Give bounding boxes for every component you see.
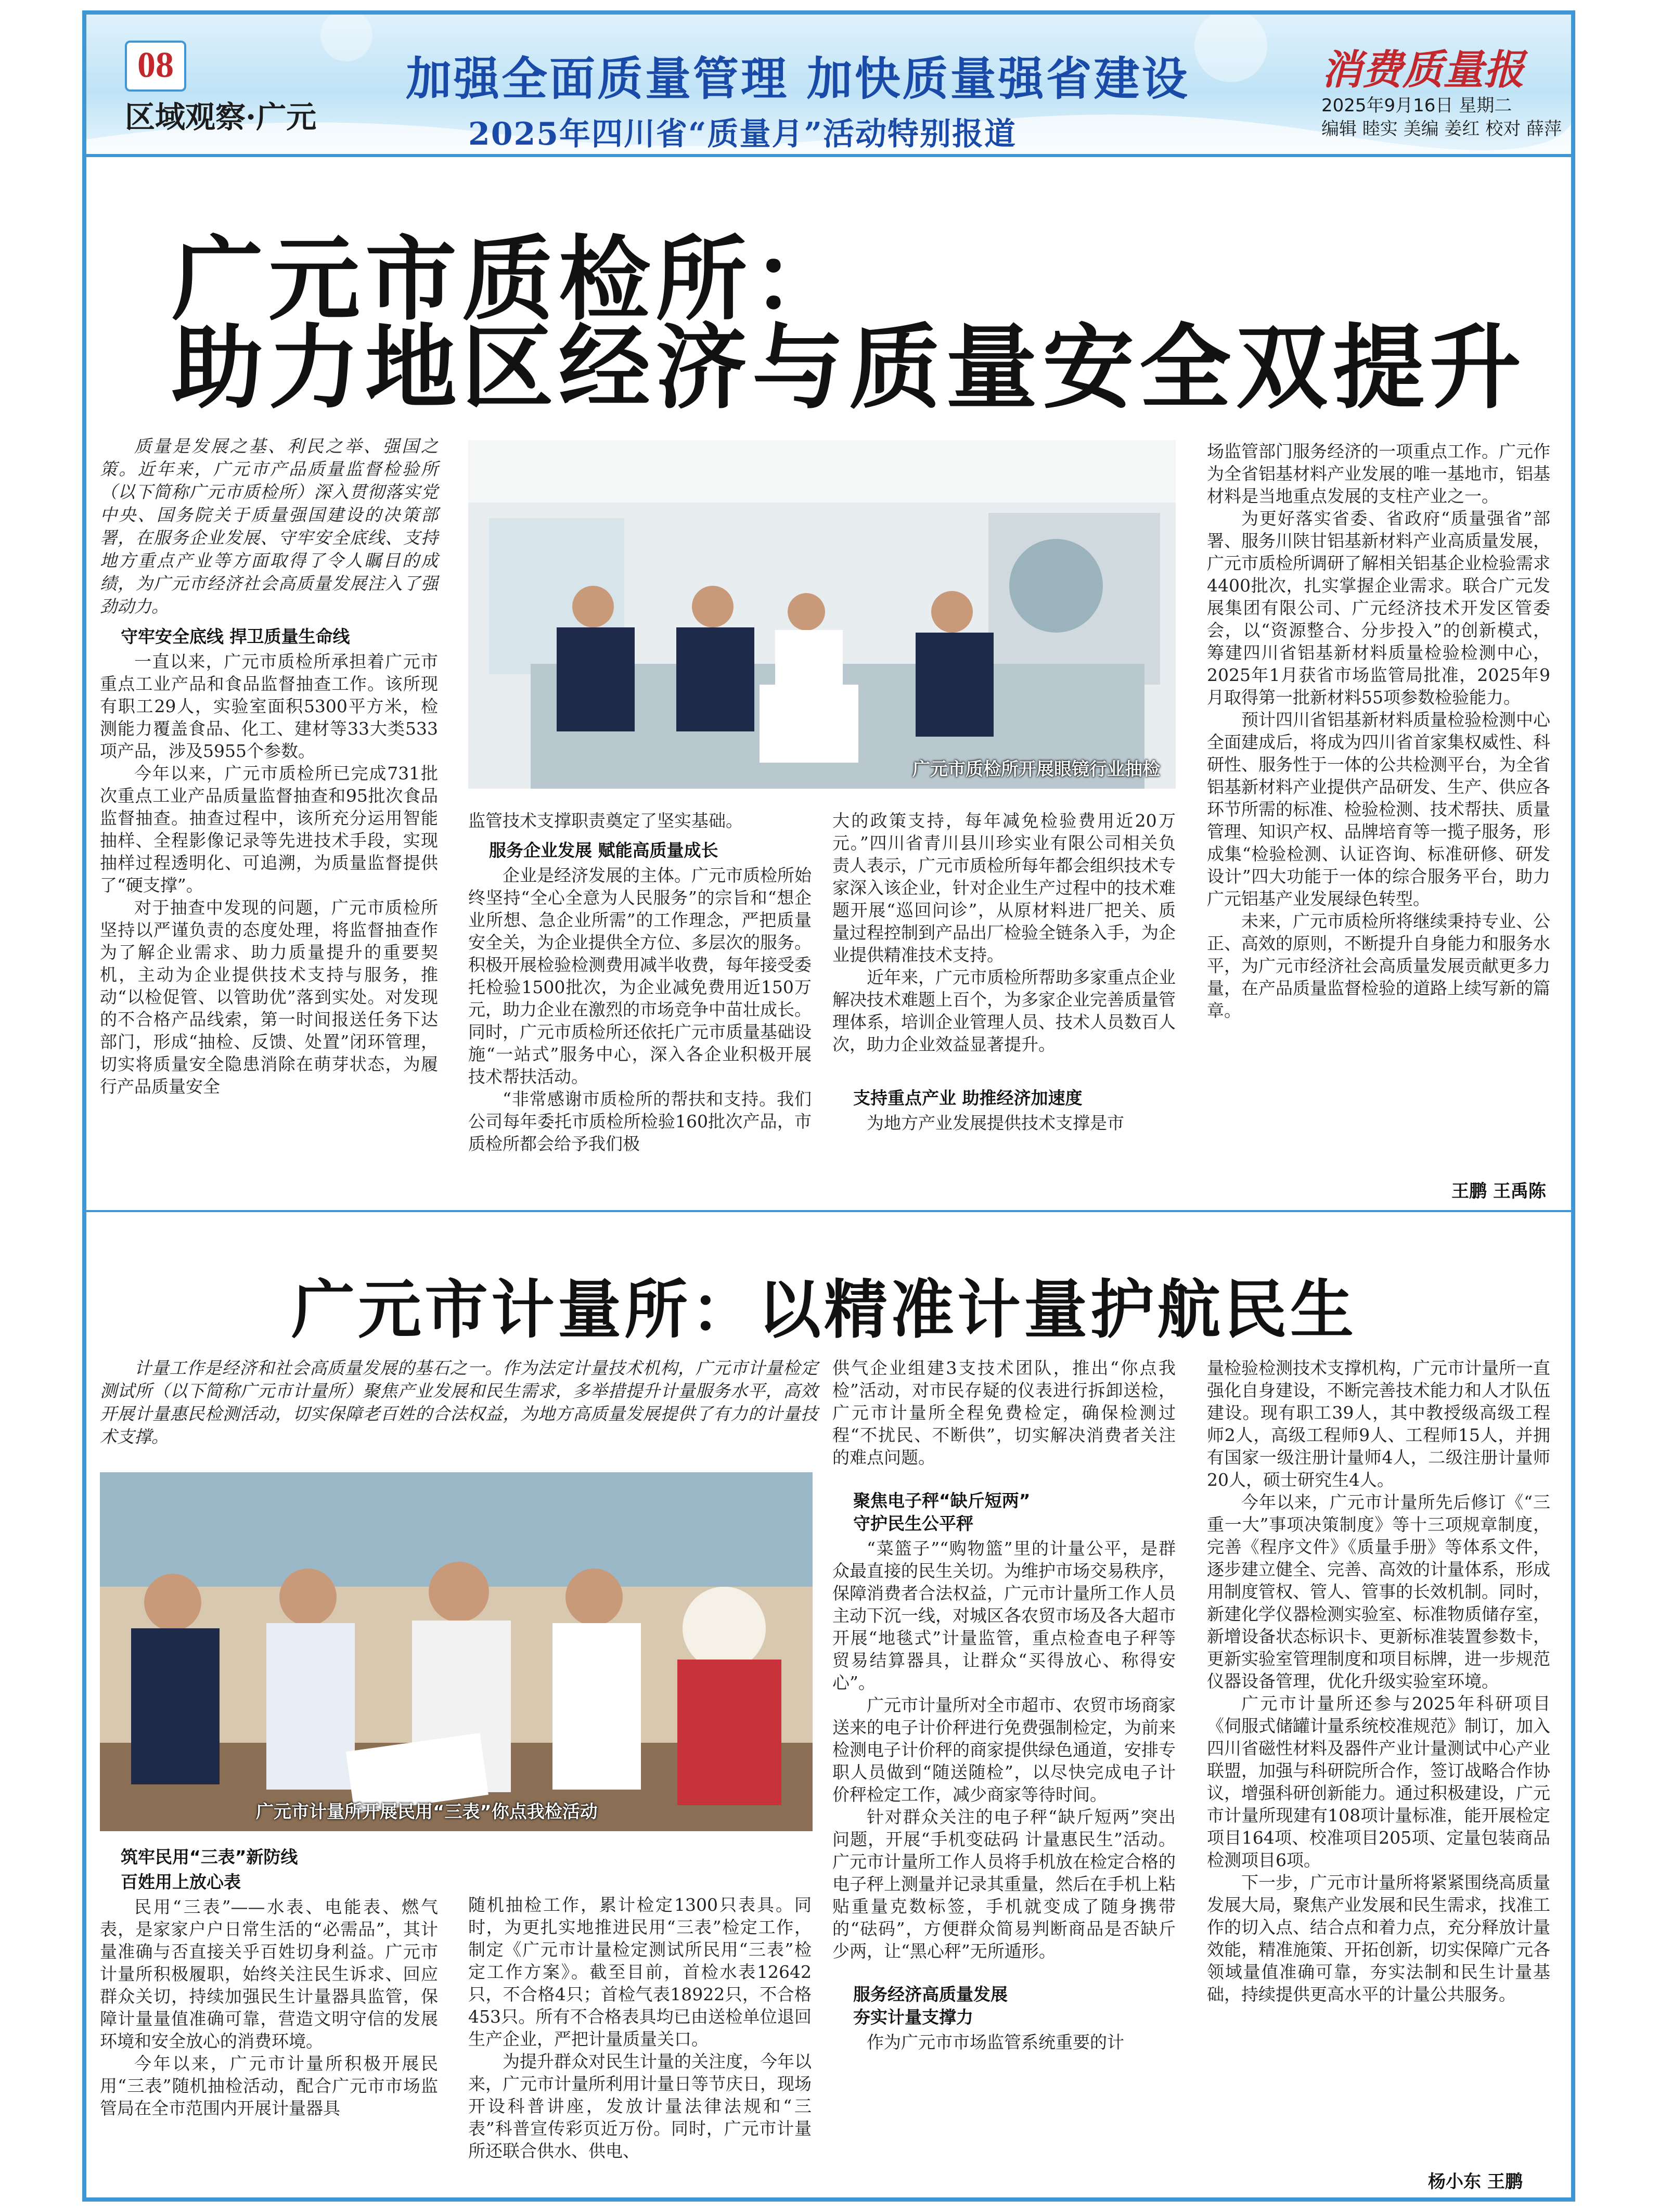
article1-lead: 质量是发展之基、利民之举、强国之策。近年来，广元市产品质量监督检验所（以下简称广元市质检所）深入贯彻落实党中央、国务院关于质量强国建设的决策部署，在服务企业发展、守牢安全底线、支持地方重点产业等方面取得了令人瞩目的成绩，为广元市经济社会高质量发展注入了强劲动力。 [100, 436, 438, 616]
article1-column-1 [100, 435, 438, 1098]
article1-photo-caption: 广元市质检所开展眼镜行业抽检 [912, 759, 1160, 780]
article1-paragraph: 为地方产业发展提供技术支撑是市 [867, 1113, 1124, 1133]
article2-paragraph: 针对群众关注的电子秤“缺斤短两”突出问题，开展“手机变砝码 计量惠民生”活动。广元市计量所工作人员将手机放在检定合格的电子秤上测量并记录其重量，然后在手机上粘贴重量克数标签，手机就变成了随身携带的“砝码”，方便群众简易判断商品是否缺斤少两，让“黑心秤”无所遁形。 [832, 1807, 1176, 1961]
newspaper-brand: 消费质量报 [1321, 47, 1525, 94]
article2-subhead-1b: 百姓用上放心表 [121, 1872, 241, 1892]
article1-paragraph: 大的政策支持，每年减免检验费用近20万元。”四川省青川县川珍实业有限公司相关负责人表示，广元市质检所每年都会组织技术专家深入该企业，针对企业生产过程中的技术难题开展“巡回问诊”，从原材料进厂把关、质量过程控制到产品出厂检验全链条入手，为企业提供精准技术支持。 [832, 811, 1176, 965]
article2-paragraph: “菜篮子”“购物篮”里的计量公平，是群众最直接的民生关切。为维护市场交易秩序，保障消费者合法权益，广元市计量所工作人员主动下沉一线，对城区各农贸市场及各大超市开展“地毯式”计量监管，重点检查电子秤等贸易结算器具，让群众“买得放心、称得安心”。 [832, 1538, 1176, 1693]
editor-credits: 编辑 睦实 美编 姜红 校对 薛萍 [1321, 119, 1562, 139]
sub-slogan: 2025年四川省“质量月”活动特别报道 [468, 116, 1017, 152]
article2-title: 广元市计量所：以精准计量护航民生 [291, 1273, 1357, 1347]
article2-subhead-2a: 聚焦电子秤“缺斤短两” [853, 1490, 1031, 1511]
masthead-rule [86, 154, 1571, 157]
article2-column-4 [1207, 1357, 1550, 2005]
article2-paragraph: 广元市计量所还参与2025年科研项目《伺服式储罐计量系统校准规范》制订，加入四川省磁性材料及器件产业计量测试中心产业联盟，加强与科研院所合作，签订战略合作协议，增强科研创新能力。通过积极建设，广元市计量所现建有108项计量标准，能开展检定项目164项、校准项目205项、定量包装商品检测项目6项。 [1207, 1693, 1550, 1870]
article1-paragraph: 场监管部门服务经济的一项重点工作。广元作为全省铝基材料产业发展的唯一基地市，铝基材料是当地重点发展的支柱产业之一。 [1207, 441, 1550, 506]
article2-column-1 [100, 1846, 438, 2119]
article1-paragraph: 一直以来，广元市质检所承担着广元市重点工业产品和食品监督抽查工作。该所现有职工29人，实验室面积5300平方米，检测能力覆盖食品、化工、建材等33大类533项产品，涉及5955个参数。 [100, 651, 438, 761]
article2-subhead-2b: 守护民生公平秤 [853, 1513, 973, 1534]
article2-paragraph: 民用“三表”——水表、电能表、燃气表，是家家户户日常生活的“必需品”，其计量准确与否直接关乎百姓切身利益。广元市计量所积极履职，始终关注民生诉求、回应群众关切，持续加强民生计量器具监管，保障计量量值准确可靠，营造文明守信的发展环境和安全放心的消费环境。 [100, 1897, 438, 2051]
article2-paragraph: 广元市计量所对全市超市、农贸市场商家送来的电子计价秤进行免费强制检定，为前来检测电子计价秤的商家提供绿色通道，安排专职人员做到“随送随检”，以尽快完成电子计价秤检定工作，减少商家等待时间。 [832, 1695, 1176, 1805]
article2-column-3 [832, 1357, 1176, 2053]
page-number: 08 [125, 41, 186, 92]
publication-date: 2025年9月16日 星期二 [1321, 95, 1512, 116]
article2-byline: 杨小东 王鹏 [1428, 2171, 1523, 2192]
article2-lead-block [100, 1357, 818, 1448]
slogan: 加强全面质量管理 加快质量强省建设 [406, 52, 1190, 106]
article1-byline: 王鹏 王禹陈 [1451, 1181, 1546, 1202]
section-divider [86, 1210, 1571, 1212]
article1-paragraph: “非常感谢市质检所的帮扶和支持。我们公司每年委托市质检所检验160批次产品，市质检所都会给予我们极 [468, 1089, 812, 1154]
article2-column-2 [468, 1894, 812, 2162]
article1-subhead-2: 服务企业发展 赋能高质量成长 [489, 840, 718, 860]
article1-paragraph: 监管技术支撑职责奠定了坚实基础。 [468, 811, 743, 831]
article1-paragraph: 未来，广元市质检所将继续秉持专业、公正、高效的原则，不断提升自身能力和服务水平，为广元市经济社会高质量发展贡献更多力量，在产品质量监督检验的道路上续写新的篇章。 [1207, 911, 1550, 1021]
article2-photo-caption: 广元市计量所开展民用“三表”你点我检活动 [256, 1802, 598, 1822]
article1-subhead-1: 守牢安全底线 捍卫质量生命线 [121, 626, 350, 647]
article2-subhead-3a: 服务经济高质量发展 [853, 1984, 1008, 2004]
article1-title-line2: 助力地区经济与质量安全双提升 [172, 315, 1527, 421]
article2-subhead-1a: 筑牢民用“三表”新防线 [121, 1847, 298, 1867]
article2-paragraph: 为提升群众对民生计量的关注度，今年以来，广元市计量所利用计量日等节庆日，现场开设科普讲座，发放计量法律法规和“三表”科普宣传彩页近万份。同时，广元市计量所还联合供水、供电、 [468, 2051, 812, 2161]
article1-paragraph: 近年来，广元市质检所帮助多家重点企业解决技术难题上百个，为多家企业完善质量管理体系，培训企业管理人员、技术人员数百人次，助力企业效益显著提升。 [832, 967, 1176, 1054]
article1-photo [468, 440, 1176, 789]
article1-paragraph: 为更好落实省委、省政府“质量强省”部署、服务川陕甘铝基新材料产业高质量发展，广元市质检所调研了解相关铝基企业检验需求4400批次，扎实掌握企业需求。联合广元发展集团有限公司、广元经济技术开发区管委会，以“资源整合、分步投入”的创新模式，筹建四川省铝基新材料质量检验检测中心，2025年1月获省市场监管局批准，2025年9月取得第一批新材料55项参数检验能力。 [1207, 508, 1550, 708]
article2-paragraph: 供气企业组建3支技术团队，推出“你点我检”活动，对市民存疑的仪表进行拆卸送检，广元市计量所全程免费检定，确保检测过程“不扰民、不断供”，切实解决消费者关注的难点问题。 [832, 1358, 1176, 1468]
article1-column-3 [832, 809, 1176, 1134]
article1-paragraph: 今年以来，广元市质检所已完成731批次重点工业产品质量监督抽查和95批次食品监督抽查。抽查过程中，该所充分运用智能抽样、全程影像记录等先进技术手段，实现抽样过程透明化、可追溯，为质量监督提供了“硬支撑”。 [100, 763, 438, 895]
article2-photo [100, 1472, 813, 1831]
article1-title-line1: 广元市质检所： [172, 226, 850, 333]
article1-subhead-3: 支持重点产业 助推经济加速度 [853, 1088, 1083, 1108]
article2-paragraph: 今年以来，广元市计量所积极开展民用“三表”随机抽检活动，配合广元市市场监管局在全市范围内开展计量器具 [100, 2053, 438, 2118]
article2-paragraph: 随机抽检工作，累计检定1300只表具。同时，为更扎实地推进民用“三表”检定工作，制定《广元市计量检定测试所民用“三表”检定工作方案》。截至目前，首检水表12642只，不合格4只；首检气表18922只，不合格453只。所有不合格表具均已由送检单位退回生产企业，严把计量质量关口。 [468, 1895, 812, 2049]
article2-lead: 计量工作是经济和社会高质量发展的基石之一。作为法定计量技术机构，广元市计量检定测试所（以下简称广元市计量所）聚焦产业发展和民生需求，多举措提升计量服务水平，高效开展计量惠民检测活动，切实保障老百姓的合法权益，为地方高质量发展提供了有力的计量技术支撑。 [100, 1358, 818, 1447]
inspection-scene-illustration [468, 440, 1176, 789]
section-label: 区域观察·广元 [125, 99, 317, 135]
meter-check-scene-illustration [100, 1472, 813, 1831]
article1-paragraph: 对于抽查中发现的问题，广元市质检所坚持以严谨负责的态度处理，将监督抽查作为了解企业需求、助力质量提升的重要契机，主动为企业提供技术支持与服务，推动“以检促管、以管助优”落到实处。对发现的不合格产品线索，第一时间报送任务下达部门，形成“抽检、反馈、处置”闭环管理，切实将质量安全隐患消除在萌芽状态，为履行产品质量安全 [100, 897, 438, 1097]
article2-paragraph: 今年以来，广元市计量所先后修订《“三重一大”事项决策制度》等十三项规章制度，完善《程序文件》《质量手册》等体系文件，逐步建立健全、完善、高效的计量体系，形成用制度管权、管人、管事的长效机制。同时，新建化学仪器检测实验室、标准物质储存室，新增设备状态标识卡、更新标准装置参数卡，更新实验室管理制度和项目标牌，进一步规范仪器设备管理，优化升级实验室环境。 [1207, 1492, 1550, 1691]
article1-column-4 [1207, 440, 1550, 1022]
article2-subhead-3b: 夯实计量支撑力 [853, 2007, 973, 2027]
article2-paragraph: 量检验检测技术支撑机构，广元市计量所一直强化自身建设，不断完善技术能力和人才队伍建设。现有职工39人，其中教授级高级工程师2人，高级工程师9人、工程师15人，并拥有国家一级注册计量师4人，二级注册计量师20人，硕士研究生4人。 [1207, 1358, 1550, 1490]
article2-paragraph: 下一步，广元市计量所将紧紧围绕高质量发展大局，聚焦产业发展和民生需求，找准工作的切入点、结合点和着力点，充分释放计量效能，精准施策、开拓创新，切实保障广元各领域量值准确可靠，夯实法制和民生计量基础，持续提供更高水平的计量公共服务。 [1207, 1872, 1550, 2004]
article1-column-2 [468, 809, 812, 1155]
article1-paragraph: 预计四川省铝基新材料质量检验检测中心全面建成后，将成为四川省首家集权威性、科研性、服务性于一体的公共检测平台，为全省铝基新材料产业提供产品研发、生产、供应各环节所需的标准、检验检测、技术帮扶、质量管理、知识产权、品牌培育等一揽子服务，形成集“检验检测、认证咨询、标准研修、研发设计”四大功能于一体的综合服务平台，助力广元铝基产业发展绿色转型。 [1207, 710, 1550, 909]
article1-paragraph: 企业是经济发展的主体。广元市质检所始终坚持“全心全意为人民服务”的宗旨和“想企业所想、急企业所需”的工作理念，严把质量安全关，为企业提供全方位、多层次的服务。积极开展检验检测费用减半收费，每年接受委托检验1500批次，为企业减免费用近150万元，助力企业在激烈的市场竞争中苗壮成长。同时，广元市质检所还依托广元市质量基础设施“一站式”服务中心，深入各企业积极开展技术帮扶活动。 [468, 865, 812, 1087]
article2-paragraph: 作为广元市市场监管系统重要的计 [867, 2032, 1124, 2052]
